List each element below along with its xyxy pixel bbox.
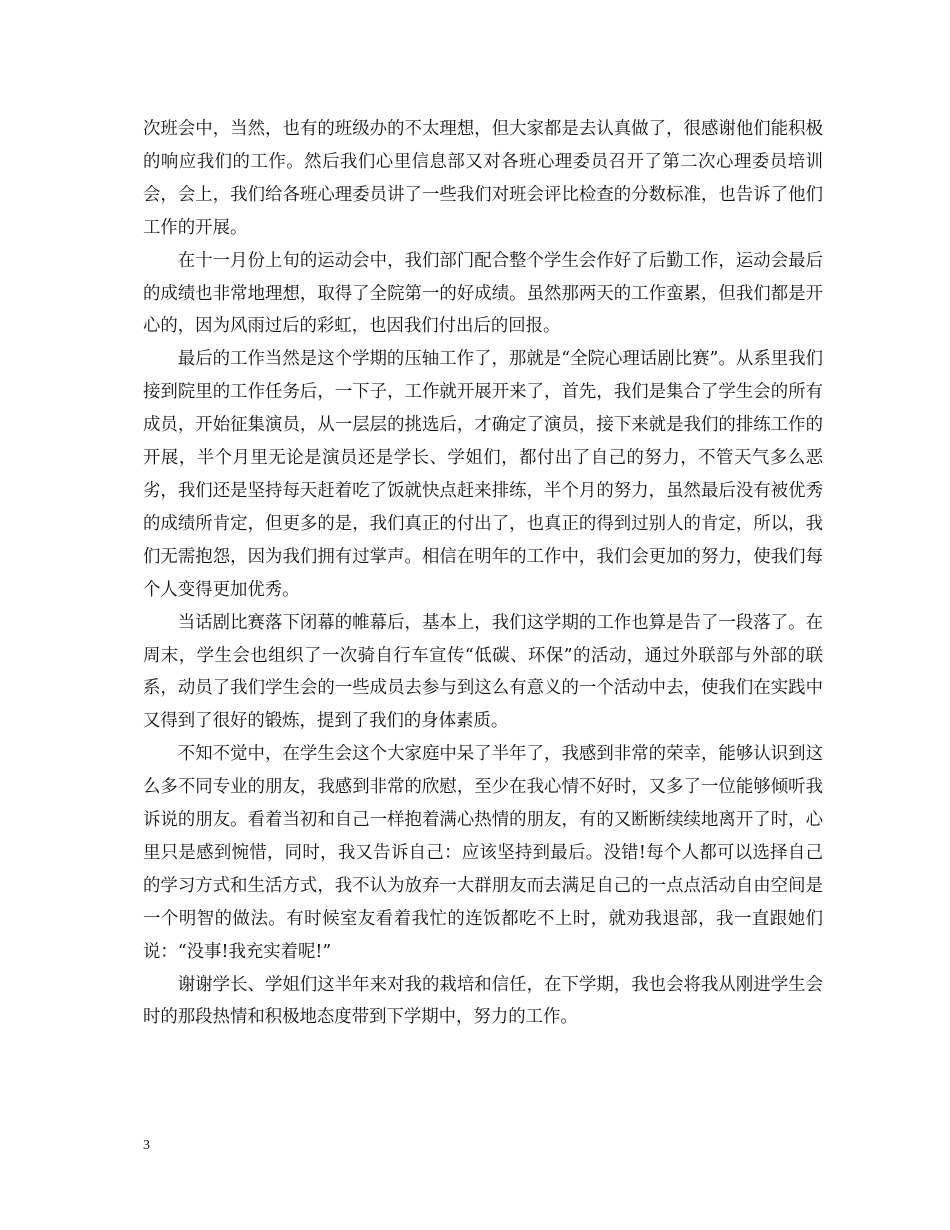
paragraph-5: 不知不觉中，在学生会这个大家庭中呆了半年了，我感到非常的荣幸，能够认识到这么多不同专业的朋友，我感到非常的欣慰，至少在我心情不好时，又多了一位能够倾听我诉说的朋友。看着当初和自己一样抱着满心热情的朋友，有的又断断续续地离开了时，心里只是感到惋惜，同时，我又告诉自己：应该坚持到最后。没错!每个人都可以选择自己的学习方式和生活方式，我不认为放弃一大群朋友而去满足自己的一点点活动自由空间是一个明智的做法。有时候室友看着我忙的连饭都吃不上时，就劝我退部，我一直跟她们说：“没事!我充实着呢!” xyxy=(143,744,823,962)
paragraph-2: 在十一月份上旬的运动会中，我们部门配合整个学生会作好了后勤工作，运动会最后的成绩也非常地理想，取得了全院第一的好成绩。虽然那两天的工作蛮累，但我们都是开心的，因为风雨过后的彩虹，也因我们付出后的回报。 xyxy=(143,250,823,337)
page-number: 3 xyxy=(143,1138,150,1153)
document-body xyxy=(143,113,823,1034)
paragraph-4: 当话剧比赛落下闭幕的帷幕后，基本上，我们这学期的工作也算是告了一段落了。在周末，学生会也组织了一次骑自行车宣传“低碳、环保”的活动，通过外联部与外部的联系，动员了我们学生会的一些成员去参与到这么有意义的一个活动中去，使我们在实践中又得到了很好的锻炼，提到了我们的身体素质。 xyxy=(143,612,823,732)
paragraph-1: 次班会中，当然，也有的班级办的不太理想，但大家都是去认真做了，很感谢他们能积极的响应我们的工作。然后我们心里信息部又对各班心理委员召开了第二次心理委员培训会，会上，我们给各班心理委员讲了一些我们对班会评比检查的分数标准，也告诉了他们工作的开展。 xyxy=(143,119,823,238)
paragraph-6: 谢谢学长、学姐们这半年来对我的栽培和信任，在下学期，我也会将我从刚进学生会时的那段热情和积极地态度带到下学期中，努力的工作。 xyxy=(143,974,823,1028)
paragraph-3: 最后的工作当然是这个学期的压轴工作了，那就是“全院心理话剧比赛”。从系里我们接到院里的工作任务后，一下子，工作就开展开来了，首先，我们是集合了学生会的所有成员，开始征集演员，从一层层的挑选后，才确定了演员，接下来就是我们的排练工作的开展，半个月里无论是演员还是学长、学姐们，都付出了自己的努力，不管天气多么恶劣，我们还是坚持每天赶着吃了饭就快点赶来排练，半个月的努力，虽然最后没有被优秀的成绩所肯定，但更多的是，我们真正的付出了，也真正的得到过别人的肯定，所以，我们无需抱怨，因为我们拥有过掌声。相信在明年的工作中，我们会更加的努力，使我们每个人变得更加优秀。 xyxy=(143,349,823,600)
